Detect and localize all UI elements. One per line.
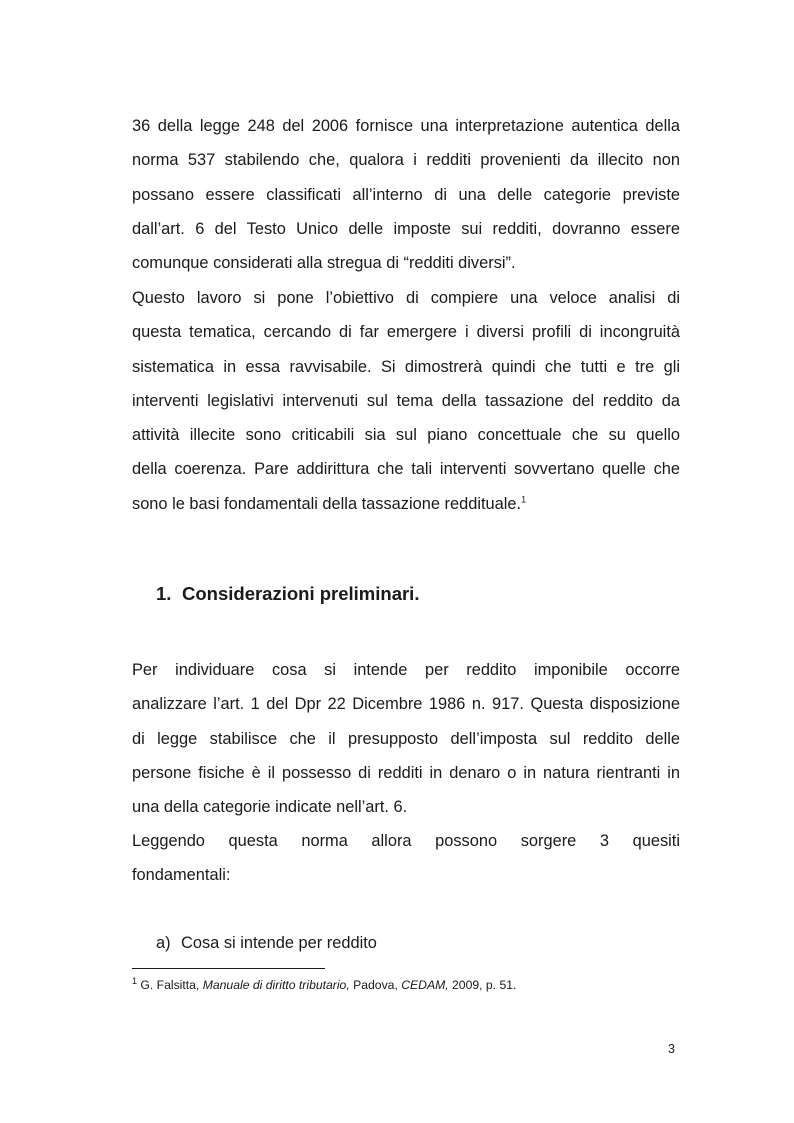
- paragraph-line: Per individuare cosa si intende per reddito imponibile occorre: [132, 661, 680, 679]
- paragraph-line: fondamentali:: [132, 866, 231, 885]
- paragraph-line: di legge stabilisce che il presupposto dell’imposta sul reddito delle: [132, 729, 680, 748]
- section-title: Considerazioni preliminari.: [182, 583, 420, 604]
- footnote-reference[interactable]: 1: [521, 494, 527, 505]
- paragraph-line: attività illecite sono criticabili sia sul piano concettuale che su quello: [132, 426, 680, 445]
- list-item: [156, 929, 377, 957]
- footnote-number: 1: [132, 975, 138, 986]
- paragraph-last-line: [132, 487, 680, 521]
- paragraph-2: [132, 281, 680, 521]
- paragraph-line: possano essere classificati all’interno di una delle categorie previste: [132, 185, 680, 204]
- section-heading: [156, 580, 419, 608]
- footnote-separator: [132, 968, 325, 969]
- paragraph-4: [132, 824, 680, 893]
- paragraph-line: della coerenza. Pare addirittura che tali interventi sovvertano quelle che: [132, 460, 680, 479]
- paragraph-line: questa tematica, cercando di far emergere i diversi profili di incongruità: [132, 323, 680, 342]
- paragraph-line-text: sono le basi fondamentali della tassazione reddituale.: [132, 494, 522, 513]
- paragraph-line: Questo lavoro si pone l’obiettivo di compiere una veloce analisi di: [132, 289, 680, 307]
- paragraph-line: analizzare l’art. 1 del Dpr 22 Dicembre 1986 n. 917. Questa disposizione: [132, 695, 680, 714]
- section-number: 1.: [156, 583, 172, 604]
- paragraph-line: norma 537 stabilendo che, qualora i redditi provenienti da illecito non: [132, 151, 680, 170]
- footnote-details: 2009, p. 51.: [448, 978, 517, 992]
- paragraph-line: sistematica in essa ravvisabile. Si dimostrerà quindi che tutti e tre gli: [132, 357, 680, 376]
- paragraph-1: [132, 109, 680, 280]
- footnote-book-title: Manuale di diritto tributario,: [202, 978, 350, 992]
- footnote-publisher: CEDAM,: [401, 978, 449, 992]
- paragraph-line: interventi legislativi intervenuti sul tema della tassazione del reddito da: [132, 391, 680, 410]
- paragraph-line: una della categorie indicate nell’art. 6.: [132, 798, 408, 817]
- footnote: [132, 976, 516, 994]
- page-number: 3: [668, 1042, 675, 1056]
- footnote-author: G. Falsitta,: [137, 978, 203, 992]
- list-marker: a): [156, 934, 171, 952]
- paragraph-line: comunque considerati alla stregua di “redditi diversi”.: [132, 254, 516, 273]
- paragraph-3: [132, 653, 680, 824]
- paragraph-line: dall’art. 6 del Testo Unico delle imposte sui redditi, dovranno essere: [132, 219, 680, 238]
- paragraph-line: persone fisiche è il possesso di redditi in denaro o in natura rientranti in: [132, 763, 680, 782]
- paragraph-line: Leggendo questa norma allora possono sorgere 3 quesiti: [132, 832, 680, 850]
- list-item-text: Cosa si intende per reddito: [181, 934, 377, 952]
- paragraph-line: 36 della legge 248 del 2006 fornisce una interpretazione autentica della: [132, 117, 680, 135]
- footnote-place: Padova,: [349, 978, 402, 992]
